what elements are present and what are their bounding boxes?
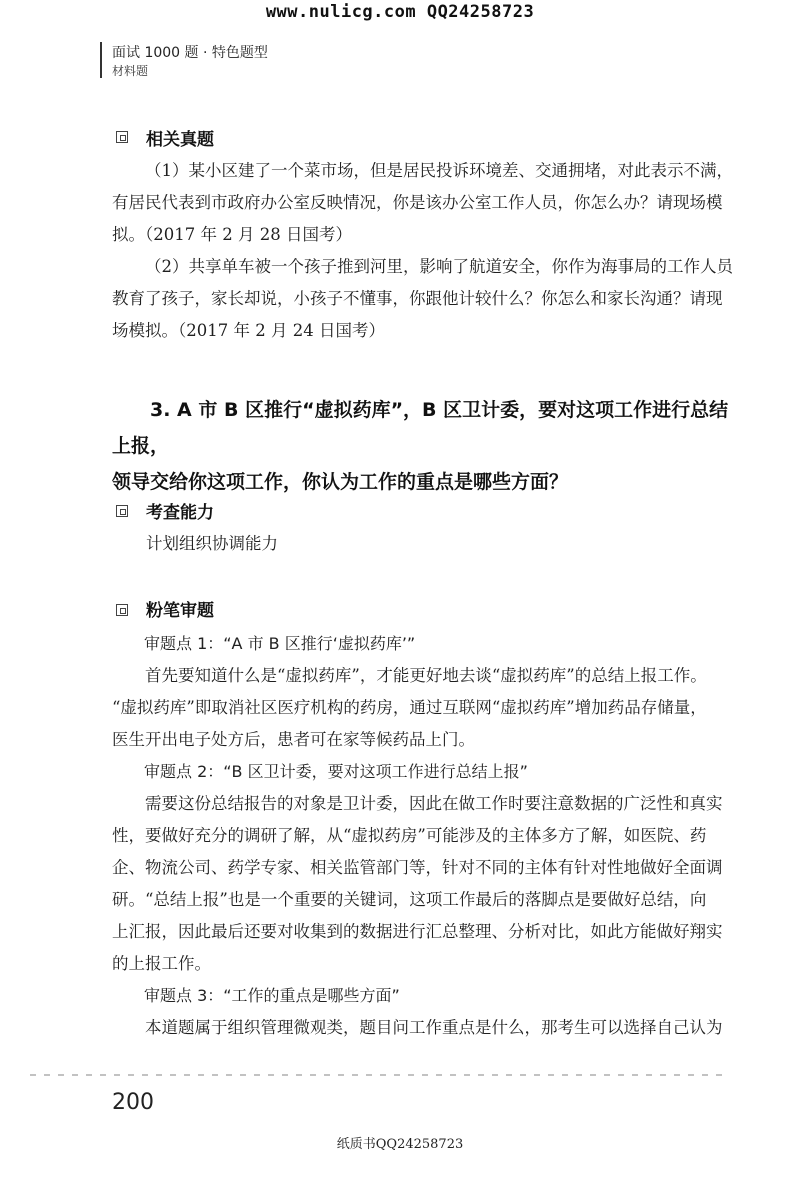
- ability-text: 计划组织协调能力: [146, 534, 278, 553]
- related-q2-line2: 教育了孩子，家长却说，小孩子不懂事，你跟他计较什么？你怎么和家长沟通？请现: [112, 289, 723, 308]
- cut-off-text-line: [30, 1074, 730, 1076]
- section-square-icon: [116, 131, 128, 143]
- section-square-icon: [116, 505, 128, 517]
- review-point2-title: 审题点 2：“B 区卫计委，要对这项工作进行总结上报”: [144, 762, 528, 781]
- related-q2-line3: 场模拟。（2017 年 2 月 24 日国考）: [112, 321, 385, 340]
- top-watermark: www.nulicg.com QQ24258723: [265, 2, 535, 22]
- review-section-title: 粉笔审题: [146, 601, 214, 621]
- related-q2-line1: （2）共享单车被一个孩子推到河里，影响了航道安全，你作为海事局的工作人员: [145, 257, 733, 276]
- related-q1-line1: （1）某小区建了一个菜市场，但是居民投诉环境差、交通拥堵，对此表示不满，: [145, 161, 733, 180]
- review-point2-line: 上汇报，因此最后还要对收集到的数据进行汇总整理、分析对比，如此方能做好翔实: [112, 922, 723, 941]
- related-section-title: 相关真题: [146, 130, 214, 150]
- review-point1-line: “虚拟药库”即取消社区医疗机构的药房，通过互联网“虚拟药库”增加药品存储量，: [112, 698, 707, 717]
- review-point1-title: 审题点 1：“A 市 B 区推行‘虚拟药库’”: [144, 634, 416, 653]
- page-number: 200: [112, 1090, 154, 1115]
- question-line1: 3. A 市 B 区推行“虚拟药库”，B 区卫计委，要对这项工作进行总结上报，: [112, 399, 729, 457]
- section-square-icon: [116, 604, 128, 616]
- related-q1-line2: 有居民代表到市政府办公室反映情况，你是该办公室工作人员，你怎么办？请现场模: [112, 193, 723, 212]
- related-questions: [112, 155, 742, 347]
- question-line2: 领导交给你这项工作，你认为工作的重点是哪些方面？: [112, 471, 569, 493]
- ability-section-title: 考查能力: [146, 503, 214, 523]
- review-point3-title: 审题点 3：“工作的重点是哪些方面”: [144, 986, 400, 1005]
- review-point3-line: 本道题属于组织管理微观类，题目问工作重点是什么，那考生可以选择自己认为: [145, 1018, 723, 1037]
- review-point2-line: 研。“总结上报”也是一个重要的关键词，这项工作最后的落脚点是要做好总结，向: [112, 890, 707, 909]
- running-header-subtitle: 材料题: [112, 64, 149, 78]
- review-point2-line: 企、物流公司、药学专家、相关监管部门等，针对不同的主体有针对性地做好全面调: [112, 858, 723, 877]
- running-header-title: 面试 1000 题 · 特色题型: [112, 45, 268, 61]
- related-q1-line3: 拟。（2017 年 2 月 28 日国考）: [112, 225, 352, 244]
- header-divider: [100, 42, 102, 78]
- main-question: [112, 392, 742, 500]
- review-point2-line: 的上报工作。: [112, 954, 211, 973]
- bottom-watermark: 纸质书QQ24258723: [336, 1137, 464, 1152]
- review-point1-line: 医生开出电子处方后，患者可在家等候药品上门。: [112, 730, 475, 749]
- review-point1-line: 首先要知道什么是“虚拟药库”，才能更好地去谈“虚拟药库”的总结上报工作。: [145, 666, 707, 685]
- review-body: [112, 628, 742, 1044]
- review-point2-line: 性，要做好充分的调研了解，从“虚拟药房”可能涉及的主体多方了解，如医院、药: [112, 826, 707, 845]
- review-point2-line: 需要这份总结报告的对象是卫计委，因此在做工作时要注意数据的广泛性和真实: [145, 794, 723, 813]
